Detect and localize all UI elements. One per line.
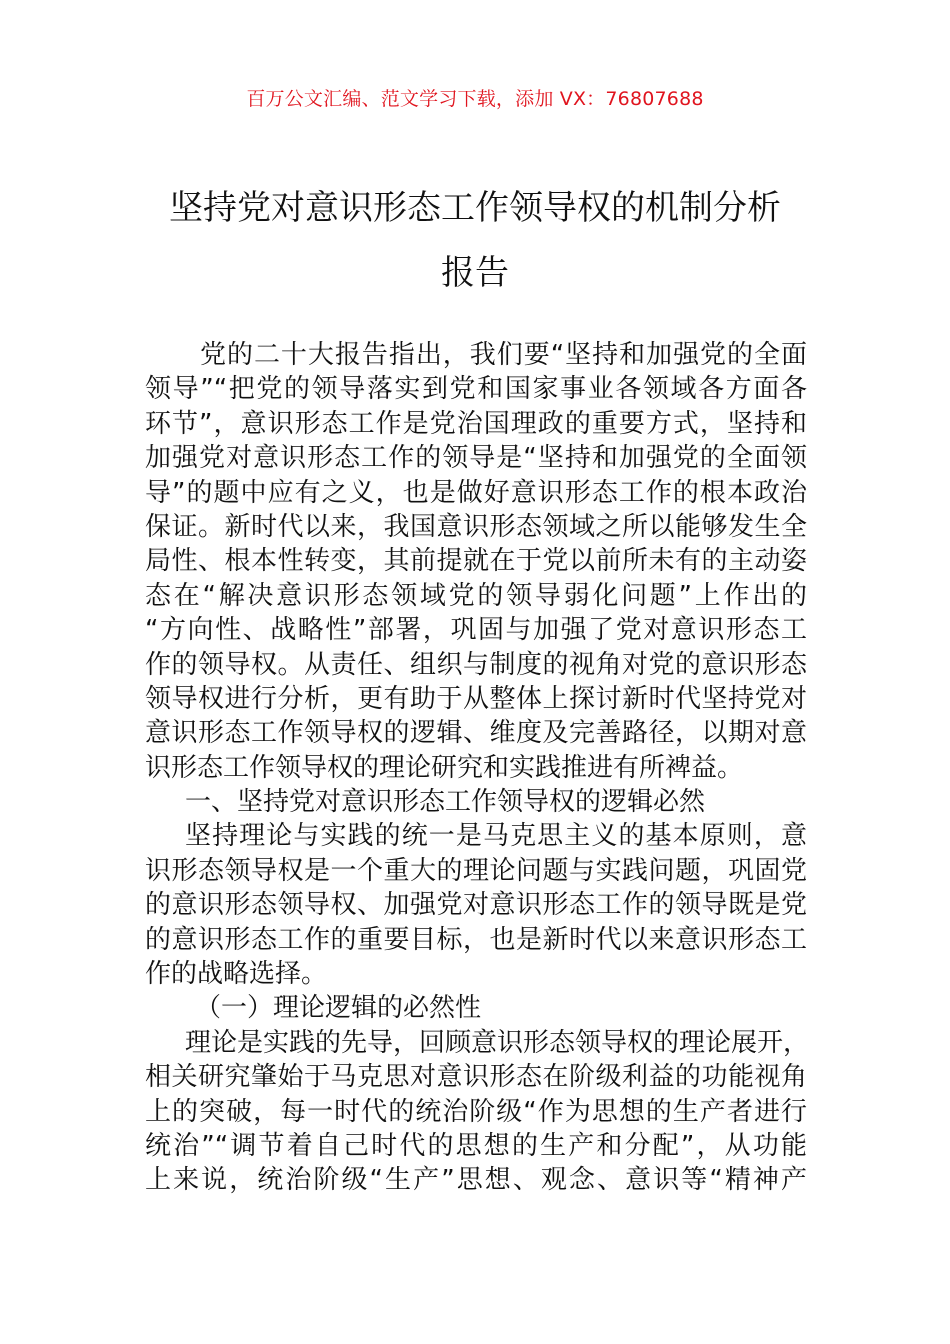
paragraph-line: 识形态工作领导权的理论研究和实践推进有所裨益。 (145, 752, 744, 783)
paragraph-line: 相关研究肇始于马克思对意识形态在阶级利益的功能视角 (145, 1062, 807, 1093)
paragraph-line: 局性、根本性转变，其前提就在于党以前所未有的主动姿 (145, 546, 807, 577)
document-title-line-1: 坚持党对意识形态工作领导权的机制分析 (169, 188, 781, 228)
watermark-banner: 百万公文汇编、范文学习下载，添加 VX：76807688 (246, 88, 704, 110)
paragraph-line: 领导权进行分析，更有助于从整体上探讨新时代坚持党对 (145, 683, 807, 714)
paragraph-line: 态在“解决意识形态领域党的领导弱化问题”上作出的 (145, 580, 807, 611)
paragraph-line: 意识形态工作领导权的逻辑、维度及完善路径，以期对意 (145, 718, 807, 749)
paragraph-line: 导”的题中应有之义，也是做好意识形态工作的根本政治 (145, 477, 807, 508)
document-title-line-2: 报告 (441, 253, 509, 293)
paragraph-line: 坚持理论与实践的统一是马克思主义的基本原则，意 (185, 821, 807, 852)
paragraph-line: 加强党对意识形态工作的领导是“坚持和加强党的全面领 (145, 443, 807, 474)
paragraph-line: 作的领导权。从责任、组织与制度的视角对党的意识形态 (145, 649, 807, 680)
document-body (145, 338, 810, 1198)
paragraph-line: 理论是实践的先导，回顾意识形态领导权的理论展开， (185, 1027, 810, 1058)
section-heading: 一、坚持党对意识形态工作领导权的逻辑必然 (185, 787, 706, 818)
paragraph-line: 识形态领导权是一个重大的理论问题与实践问题，巩固党 (145, 855, 807, 886)
paragraph-line: 党的二十大报告指出，我们要“坚持和加强党的全面 (200, 340, 807, 370)
paragraph-line: 上来说，统治阶级“生产”思想、观念、意识等“精神产 (145, 1165, 807, 1196)
paragraph-line: 作的战略选择。 (145, 959, 328, 990)
paragraph-line: 上的突破，每一时代的统治阶级“作为思想的生产者进行 (145, 1096, 807, 1127)
paragraph-line: 统治”“调节着自己时代的思想的生产和分配”，从功能 (145, 1130, 807, 1161)
paragraph-line: 领导”“把党的领导落实到党和国家事业各领域各方面各 (145, 374, 807, 405)
subsection-heading: （一）理论逻辑的必然性 (195, 993, 482, 1024)
paragraph-line: 的意识形态工作的重要目标，也是新时代以来意识形态工 (145, 924, 807, 955)
paragraph-line: 的意识形态领导权、加强党对意识形态工作的领导既是党 (145, 890, 807, 921)
paragraph-line: 环节”，意识形态工作是党治国理政的重要方式，坚持和 (145, 408, 807, 439)
paragraph-line: “方向性、战略性”部署，巩固与加强了党对意识形态工 (145, 615, 807, 646)
paragraph-line: 保证。新时代以来，我国意识形态领域之所以能够发生全 (145, 511, 807, 542)
